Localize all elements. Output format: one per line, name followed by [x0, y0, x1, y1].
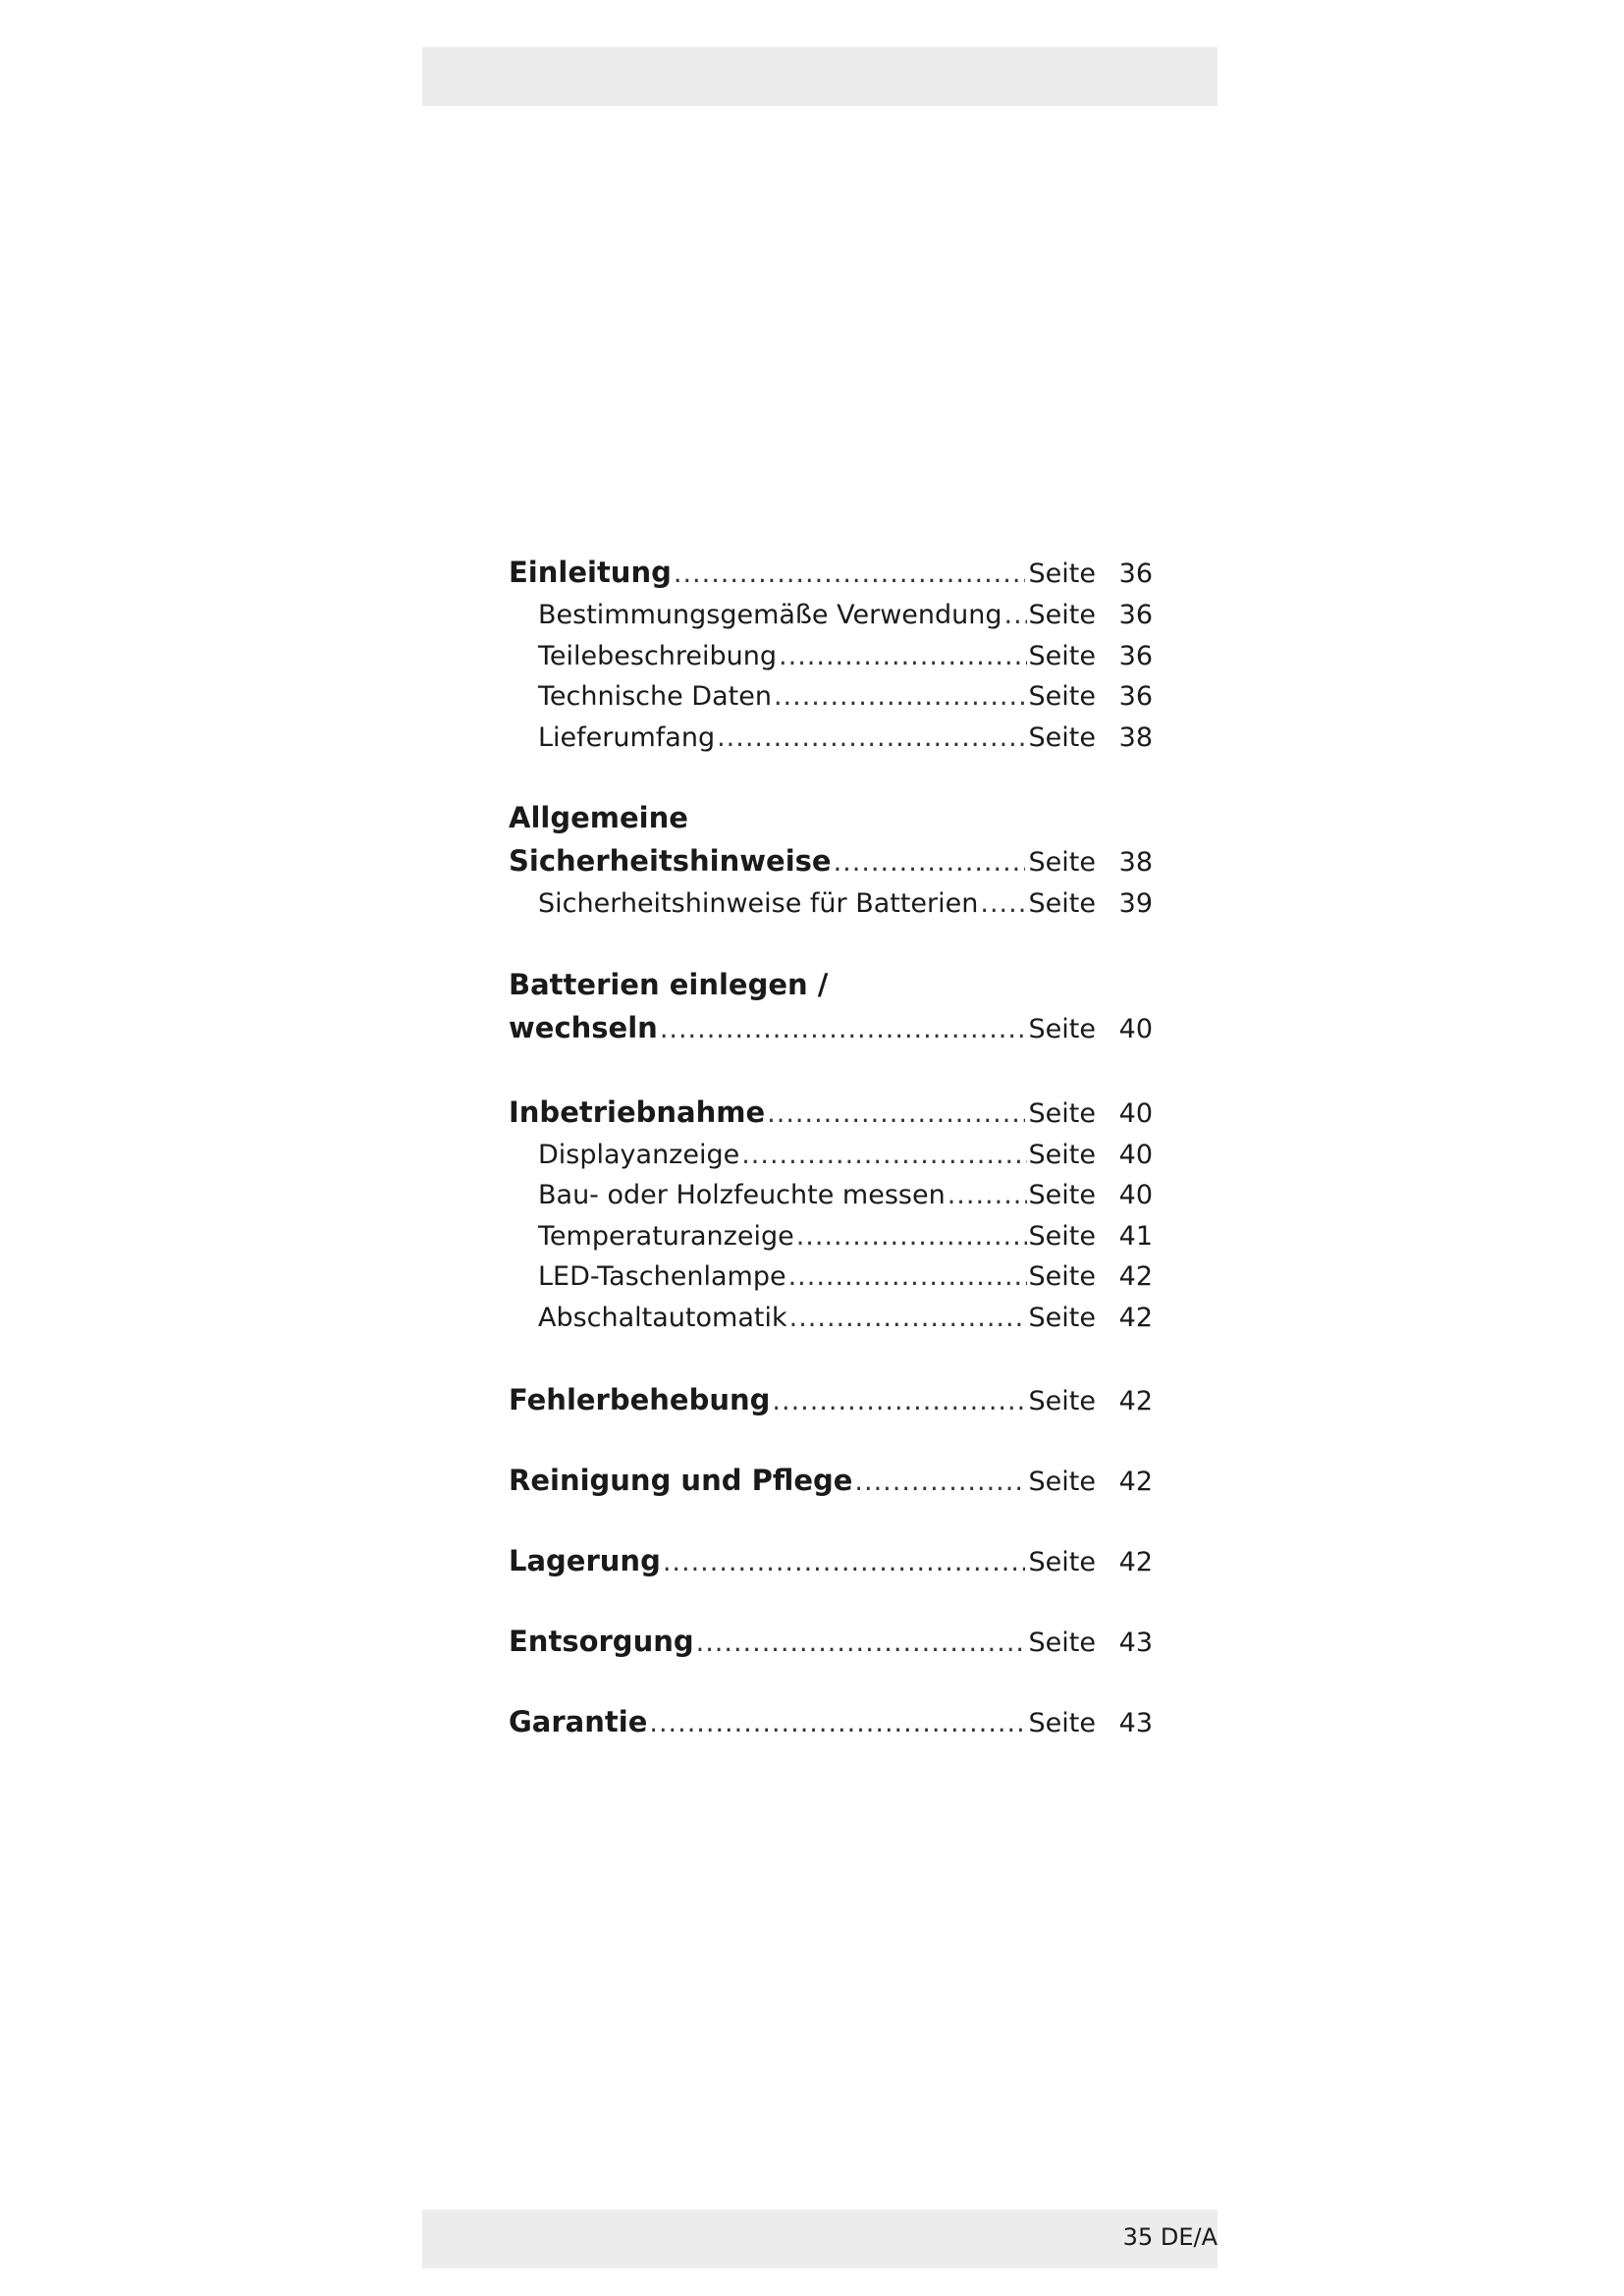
leader-dots — [696, 1621, 1025, 1666]
toc-main-row[interactable] — [509, 1005, 1153, 1050]
page-number: 38 — [1118, 721, 1153, 753]
leader-dots — [660, 1007, 1025, 1052]
footer-band — [422, 2210, 1218, 2269]
toc-section-fehlerbehebung — [509, 1377, 1153, 1422]
leader-dots — [772, 1379, 1024, 1424]
page-number: 36 — [1118, 640, 1153, 671]
toc-sub-row[interactable] — [509, 636, 1153, 677]
toc-sub-title: Bestimmungsgemäße Verwendung — [538, 600, 1002, 630]
toc-main-row[interactable] — [509, 1377, 1153, 1422]
toc-sub-title: Teilebeschreibung — [538, 640, 778, 671]
toc-section-sicherheitshinweise — [509, 797, 1153, 925]
page-label: Seite — [1028, 1467, 1096, 1497]
leader-dots — [947, 1175, 1027, 1216]
toc-sub-row[interactable] — [509, 1298, 1153, 1339]
leader-dots — [779, 636, 1027, 677]
toc-sub-row[interactable] — [509, 676, 1153, 718]
toc-sub-title: Temperaturanzeige — [538, 1220, 794, 1252]
leader-dots — [741, 1135, 1026, 1176]
toc-sub-row[interactable] — [509, 1256, 1153, 1298]
toc-section-title: Inbetriebnahme — [509, 1095, 766, 1129]
toc-main-row[interactable] — [509, 1538, 1153, 1583]
toc-sub-row[interactable] — [509, 595, 1153, 636]
page-number: 36 — [1118, 681, 1153, 712]
toc-sub-title: Sicherheitshinweise für Batterien — [538, 888, 979, 919]
page-label: Seite — [1028, 888, 1096, 919]
page-number: 40 — [1118, 1013, 1153, 1044]
page-label: Seite — [1028, 721, 1096, 753]
toc-section-title-line1: Allgemeine — [509, 801, 688, 834]
page-label: Seite — [1028, 1261, 1096, 1292]
page-number: 36 — [1118, 559, 1153, 589]
page-label: Seite — [1028, 1220, 1096, 1252]
page-number: 42 — [1118, 1467, 1153, 1497]
header-band — [422, 47, 1218, 106]
page-label: Seite — [1028, 1708, 1096, 1738]
toc-section-title: Entsorgung — [509, 1625, 694, 1658]
toc-main-row[interactable] — [509, 838, 1153, 883]
page-label: Seite — [1028, 640, 1096, 671]
toc-section-title: Einleitung — [509, 556, 672, 589]
toc-section-reinigung — [509, 1458, 1153, 1503]
page-label: Seite — [1028, 559, 1096, 589]
toc-sub-row[interactable] — [509, 1135, 1153, 1176]
page-label: Seite — [1028, 1386, 1096, 1416]
page-number: 40 — [1118, 1097, 1153, 1129]
toc-main-row[interactable] — [509, 1699, 1153, 1744]
page-number: 41 — [1118, 1220, 1153, 1252]
leader-dots — [774, 676, 1027, 718]
table-of-contents — [509, 550, 1153, 1744]
leader-dots — [767, 1092, 1024, 1137]
toc-sub-title: LED-Taschenlampe — [538, 1261, 786, 1292]
toc-sub-row[interactable] — [509, 718, 1153, 759]
page-number: 42 — [1118, 1261, 1153, 1292]
page-number: 42 — [1118, 1547, 1153, 1577]
page-number: 42 — [1118, 1302, 1153, 1333]
leader-dots — [649, 1701, 1024, 1746]
toc-main-row[interactable] — [509, 550, 1153, 595]
toc-sub-title: Bau- oder Holzfeuchte messen — [538, 1180, 946, 1210]
leader-dots — [663, 1540, 1025, 1585]
page-label: Seite — [1028, 1547, 1096, 1577]
toc-section-inbetriebnahme — [509, 1090, 1153, 1339]
toc-section-entsorgung — [509, 1619, 1153, 1664]
page-number: 43 — [1118, 1628, 1153, 1658]
toc-section-title: Fehlerbehebung — [509, 1383, 771, 1416]
leader-dots — [980, 883, 1026, 925]
toc-sub-row[interactable] — [509, 1216, 1153, 1257]
page-number: 43 — [1118, 1708, 1153, 1738]
toc-section-einleitung — [509, 550, 1153, 758]
leader-dots — [717, 718, 1026, 759]
leader-dots — [834, 840, 1025, 885]
page-number: 40 — [1118, 1139, 1153, 1170]
footer-page-number: 35 DE/A — [1122, 2223, 1218, 2251]
toc-section-lagerung — [509, 1538, 1153, 1583]
toc-section-title-line1: Batterien einlegen / — [509, 967, 829, 1001]
toc-section-title: Garantie — [509, 1705, 648, 1738]
toc-section-title: Reinigung und Pflege — [509, 1464, 853, 1497]
page-label: Seite — [1028, 1628, 1096, 1658]
page-label: Seite — [1028, 1013, 1096, 1044]
page-label: Seite — [1028, 600, 1096, 630]
page-number: 39 — [1118, 888, 1153, 919]
page-label: Seite — [1028, 847, 1096, 878]
leader-dots — [674, 552, 1025, 597]
toc-main-row[interactable] — [509, 1619, 1153, 1664]
page-number: 40 — [1118, 1180, 1153, 1210]
page-label: Seite — [1028, 1139, 1096, 1170]
page-label: Seite — [1028, 1180, 1096, 1210]
toc-section-title: wechseln — [509, 1010, 658, 1044]
toc-section-title: Sicherheitshinweise — [509, 844, 832, 878]
page-label: Seite — [1028, 1302, 1096, 1333]
leader-dots — [788, 1256, 1027, 1298]
toc-sub-title: Lieferumfang — [538, 721, 716, 753]
toc-section-batterien — [509, 964, 1153, 1050]
page-number: 42 — [1118, 1386, 1153, 1416]
toc-main-row[interactable] — [509, 1458, 1153, 1503]
page-label: Seite — [1028, 681, 1096, 712]
leader-dots — [1004, 595, 1027, 636]
page-number: 38 — [1118, 847, 1153, 878]
leader-dots — [854, 1460, 1024, 1505]
toc-sub-title: Abschaltautomatik — [538, 1302, 787, 1333]
toc-section-title: Lagerung — [509, 1544, 661, 1577]
toc-section-garantie — [509, 1699, 1153, 1744]
toc-main-row[interactable] — [509, 1090, 1153, 1135]
leader-dots — [796, 1216, 1027, 1257]
toc-sub-row[interactable] — [509, 1175, 1153, 1216]
leader-dots — [789, 1298, 1027, 1339]
toc-sub-title: Technische Daten — [538, 681, 772, 712]
toc-sub-title: Displayanzeige — [538, 1139, 740, 1170]
page-number: 36 — [1118, 600, 1153, 630]
page-label: Seite — [1028, 1097, 1096, 1129]
toc-sub-row[interactable] — [509, 883, 1153, 925]
